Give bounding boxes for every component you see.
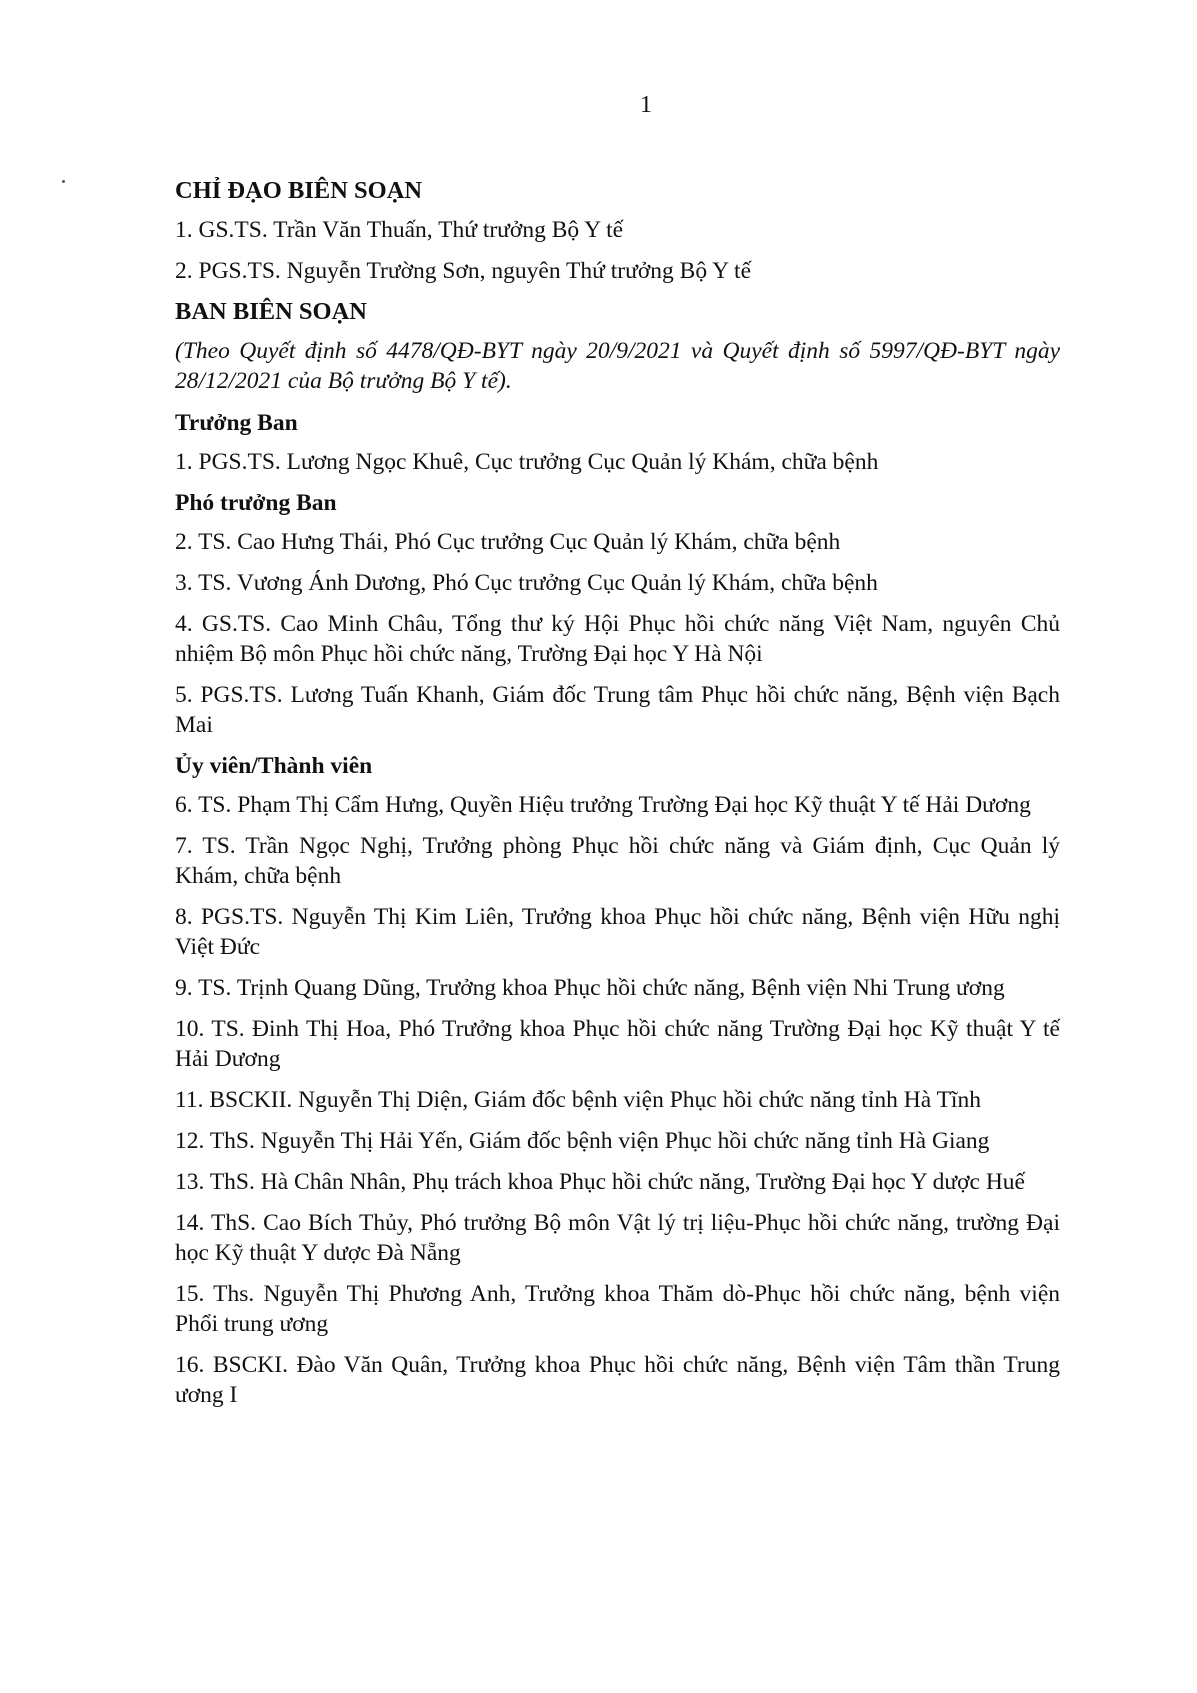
subheading-deputy: Phó trưởng Ban: [175, 490, 337, 516]
list-item: 1. PGS.TS. Lương Ngọc Khuê, Cục trưởng Cục Quản lý Khám, chữa bệnh: [175, 449, 879, 475]
scan-speck: [62, 180, 65, 183]
list-item: 11. BSCKII. Nguyễn Thị Diện, Giám đốc bệnh viện Phục hồi chức năng tỉnh Hà Tĩnh: [175, 1087, 981, 1113]
list-item: 12. ThS. Nguyễn Thị Hải Yến, Giám đốc bệnh viện Phục hồi chức năng tỉnh Hà Giang: [175, 1128, 990, 1154]
list-item: 13. ThS. Hà Chân Nhân, Phụ trách khoa Phục hồi chức năng, Trường Đại học Y dược Huế: [175, 1169, 1025, 1195]
list-item: 3. TS. Vương Ánh Dương, Phó Cục trưởng Cục Quản lý Khám, chữa bệnh: [175, 570, 878, 596]
section-heading-direction: CHỈ ĐẠO BIÊN SOẠN: [175, 177, 423, 204]
list-item: 2. TS. Cao Hưng Thái, Phó Cục trưởng Cục Quản lý Khám, chữa bệnh: [175, 529, 841, 555]
decision-note: (Theo Quyết định số 4478/QĐ-BYT ngày 20/9/2021 và Quyết định số 5997/QĐ-BYT ngày 28/12/2021 của Bộ trưởng Bộ Y tế).: [175, 338, 1060, 394]
subheading-head: Trưởng Ban: [175, 410, 298, 436]
page-number: 1: [640, 92, 652, 118]
list-item: 2. PGS.TS. Nguyễn Trường Sơn, nguyên Thứ trưởng Bộ Y tế: [175, 258, 752, 284]
list-item: 9. TS. Trịnh Quang Dũng, Trưởng khoa Phục hồi chức năng, Bệnh viện Nhi Trung ương: [175, 975, 1005, 1001]
list-item: 6. TS. Phạm Thị Cẩm Hưng, Quyền Hiệu trưởng Trường Đại học Kỹ thuật Y tế Hải Dương: [175, 792, 1031, 818]
list-item: 16. BSCKI. Đào Văn Quân, Trưởng khoa Phục hồi chức năng, Bệnh viện Tâm thần Trung ương I: [175, 1352, 1060, 1408]
list-item: 14. ThS. Cao Bích Thủy, Phó trưởng Bộ môn Vật lý trị liệu-Phục hồi chức năng, trường Đại học Kỹ thuật Y dược Đà Nẵng: [175, 1210, 1060, 1266]
list-item: 8. PGS.TS. Nguyễn Thị Kim Liên, Trưởng khoa Phục hồi chức năng, Bệnh viện Hữu nghị Việt Đức: [175, 904, 1060, 960]
list-item: 15. Ths. Nguyễn Thị Phương Anh, Trưởng khoa Thăm dò-Phục hồi chức năng, bệnh viện Phổi trung ương: [175, 1281, 1060, 1337]
subheading-members: Ủy viên/Thành viên: [175, 753, 373, 779]
list-item: 7. TS. Trần Ngọc Nghị, Trưởng phòng Phục hồi chức năng và Giám định, Cục Quản lý Khám, chữa bệnh: [175, 833, 1060, 889]
list-item: 10. TS. Đinh Thị Hoa, Phó Trưởng khoa Phục hồi chức năng Trường Đại học Kỹ thuật Y tế Hải Dương: [175, 1016, 1060, 1072]
list-item: 5. PGS.TS. Lương Tuấn Khanh, Giám đốc Trung tâm Phục hồi chức năng, Bệnh viện Bạch Mai: [175, 682, 1060, 738]
document-body: [175, 176, 1060, 1421]
list-item: 1. GS.TS. Trần Văn Thuấn, Thứ trưởng Bộ Y tế: [175, 217, 624, 243]
section-heading-board: BAN BIÊN SOẠN: [175, 298, 367, 325]
list-item: 4. GS.TS. Cao Minh Châu, Tổng thư ký Hội Phục hồi chức năng Việt Nam, nguyên Chủ nhiệm Bộ môn Phục hồi chức năng, Trường Đại học Y Hà Nội: [175, 611, 1060, 667]
